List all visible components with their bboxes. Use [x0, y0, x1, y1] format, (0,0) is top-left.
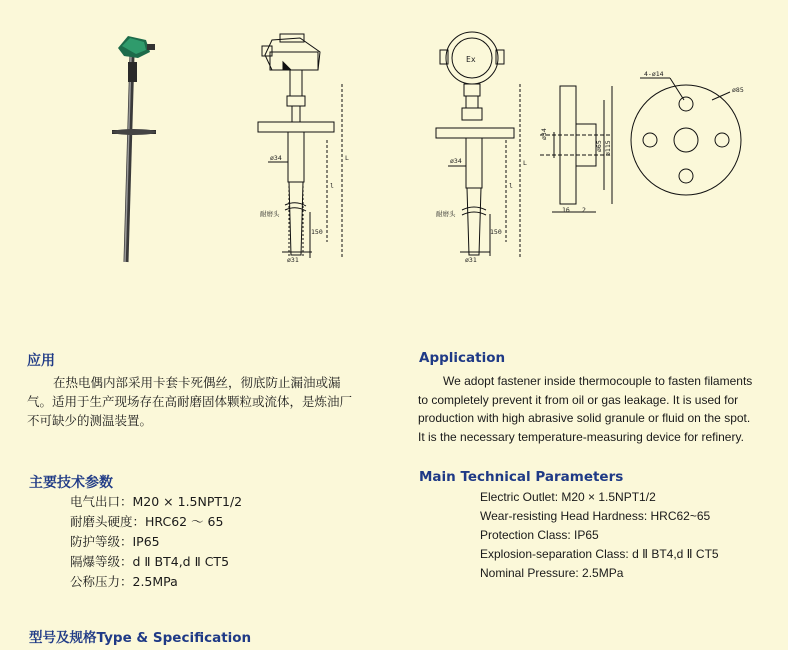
cn-param-item: 电气出口：M20 × 1.5NPT1/2 [70, 494, 243, 509]
technical-drawings [0, 0, 788, 300]
dim-d115: ø115 [604, 140, 612, 156]
en-application-title: Application [419, 350, 506, 366]
en-param-item: Explosion-separation Class: d Ⅱ BT4,d Ⅱ CT5 [480, 547, 719, 561]
wear-head-label-mid: 耐磨头 [436, 210, 456, 218]
en-application-line: production with high abrasive solid granule or fluid on the spot. [418, 411, 751, 425]
en-params-title: Main Technical Parameters [419, 469, 624, 485]
en-param-item: Electric Outlet: M20 × 1.5NPT1/2 [480, 490, 656, 504]
dim-16: 16 [562, 206, 570, 214]
en-application-text [418, 372, 778, 446]
dim-d31-mid: ø31 [465, 256, 477, 264]
cn-application-title: 应用 [27, 353, 55, 369]
cn-params-title: 主要技术参数 [29, 475, 113, 491]
cn-param-item: 耐磨头硬度：HRC62 ～ 65 [70, 514, 224, 529]
dim-d31-left: ø31 [287, 256, 299, 264]
wear-head-label-left: 耐磨头 [260, 210, 280, 218]
dim-150-mid: 150 [490, 228, 502, 236]
en-param-item: Protection Class: IP65 [480, 528, 599, 542]
dim-d85: ø85 [732, 86, 744, 94]
product-photo [112, 36, 156, 262]
ex-mark: Ex [466, 55, 476, 64]
en-param-item: Wear-resisting Head Hardness: HRC62~65 [480, 509, 711, 523]
cn-application-line: 不可缺少的测温装置。 [27, 413, 153, 428]
type-spec-title-en: Type & Specification [96, 630, 252, 646]
drawing-flange-top-view [631, 78, 741, 195]
dim-d65: ø65 [595, 140, 603, 152]
dim-L-mid: L [523, 159, 527, 167]
type-spec-title [29, 626, 251, 646]
dim-2: 2 [582, 206, 586, 214]
drawing-side-view-2 [436, 32, 520, 258]
dim-L-left: L [345, 154, 349, 162]
en-params-list [480, 488, 719, 583]
cn-param-item: 公称压力：2.5MPa [70, 574, 178, 589]
dim-l-left: l [330, 182, 334, 190]
cn-param-item: 防护等级：IP65 [70, 534, 160, 549]
cn-params-list [70, 492, 242, 592]
dim-150-left: 150 [311, 228, 323, 236]
dim-l-mid: l [509, 182, 513, 190]
drawing-side-view-1 [258, 34, 342, 258]
cn-application-text [27, 373, 387, 430]
en-application-line: We adopt fastener inside thermocouple to fasten filaments [443, 374, 753, 388]
en-application-line: It is the necessary temperature-measuring device for refinery. [418, 429, 744, 444]
dim-d34-mid: ø34 [450, 157, 462, 165]
dim-d34-flange: ø34 [540, 128, 548, 140]
dim-d34-left: ø34 [270, 154, 282, 162]
cn-application-line: 气。适用于生产现场存在高耐磨固体颗粒或流体，是炼油厂 [27, 394, 353, 409]
type-spec-title-cn: 型号及规格 [29, 630, 97, 646]
en-application-line: to completely prevent it from oil or gas leakage. It is used for [418, 392, 739, 407]
cn-param-item: 隔爆等级：d Ⅱ BT4,d Ⅱ CT5 [70, 554, 230, 569]
dim-4-d14: 4-ø14 [644, 70, 664, 78]
en-param-item: Nominal Pressure: 2.5MPa [480, 566, 624, 580]
cn-application-line: 在热电偶内部采用卡套卡死偶丝，彻底防止漏油或漏 [53, 375, 341, 390]
